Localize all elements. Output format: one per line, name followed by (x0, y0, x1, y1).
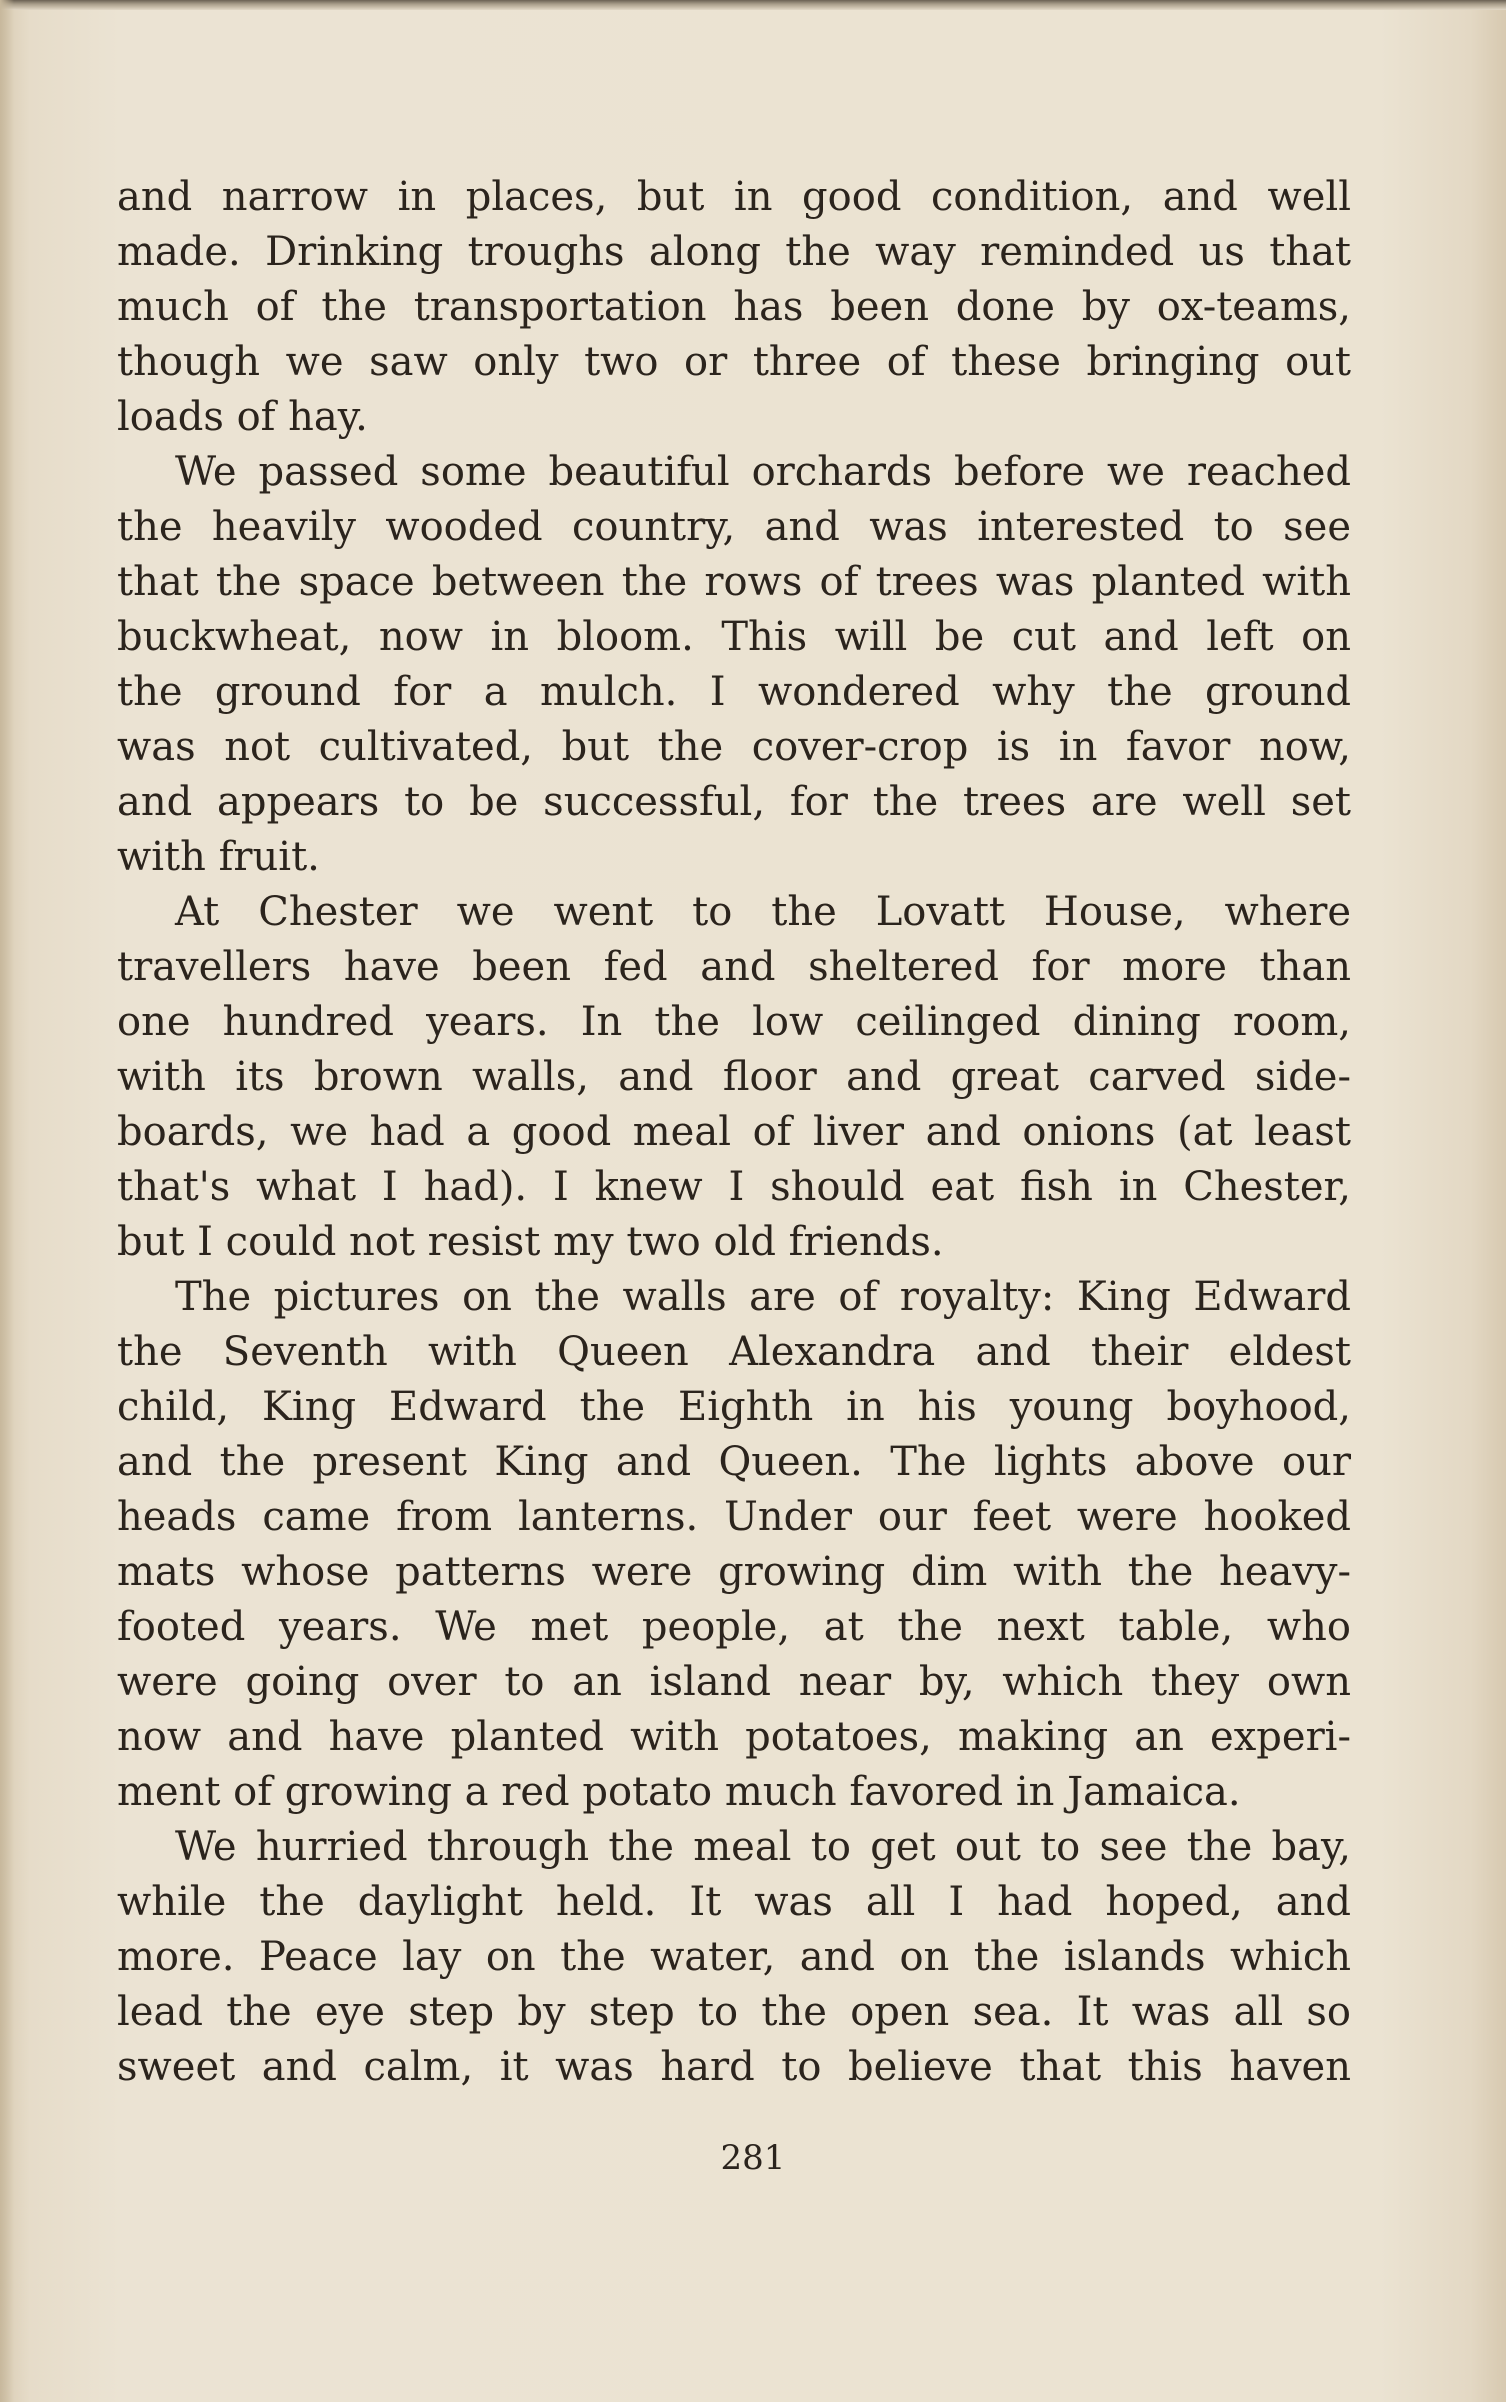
text-line: The pictures on the walls are of royalty: King Edward (175, 1274, 1351, 1320)
text-line: with fruit. (117, 834, 320, 880)
text-line: but I could not resist my two old friends. (117, 1219, 944, 1265)
text-line: travellers have been fed and sheltered for more than (117, 944, 1351, 990)
text-line: ment of growing a red potato much favored in Jamaica. (117, 1769, 1241, 1815)
text-line: and the present King and Queen. The lights above our (117, 1439, 1351, 1485)
text-line: the heavily wooded country, and was interested to see (117, 504, 1351, 550)
text-line: We passed some beautiful orchards before we reached (175, 449, 1351, 495)
text-line: We hurried through the meal to get out to see the bay, (175, 1824, 1351, 1870)
text-line: the ground for a mulch. I wondered why the ground (117, 669, 1351, 715)
page-gutter-shadow (0, 0, 14, 2402)
text-line: boards, we had a good meal of liver and onions (at least (117, 1109, 1351, 1155)
text-line: loads of hay. (117, 394, 368, 440)
text-line: heads came from lanterns. Under our feet were hooked (117, 1494, 1351, 1540)
body-text (117, 170, 1351, 2095)
text-line: lead the eye step by step to the open sea. It was all so (117, 1989, 1351, 2035)
text-line: one hundred years. In the low ceilinged dining room, (117, 999, 1351, 1045)
text-line: much of the transportation has been done by ox-teams, (117, 284, 1351, 330)
text-line: that the space between the rows of trees was planted with (117, 559, 1351, 605)
text-line: were going over to an island near by, which they own (117, 1659, 1351, 1705)
text-line: At Chester we went to the Lovatt House, where (175, 889, 1351, 935)
text-line: more. Peace lay on the water, and on the islands which (117, 1934, 1351, 1980)
text-line: mats whose patterns were growing dim with the heavy- (117, 1549, 1351, 1595)
text-line: child, King Edward the Eighth in his young boyhood, (117, 1384, 1351, 1430)
text-line: sweet and calm, it was hard to believe that this haven (117, 2044, 1351, 2090)
text-line: and narrow in places, but in good condition, and well (117, 174, 1351, 220)
text-line: with its brown walls, and floor and great carved side- (117, 1054, 1351, 1100)
text-line: that's what I had). I knew I should eat fish in Chester, (117, 1164, 1351, 1210)
text-line: was not cultivated, but the cover-crop is in favor now, (117, 724, 1351, 770)
text-line: while the daylight held. It was all I had hoped, and (117, 1879, 1351, 1925)
text-line: though we saw only two or three of these bringing out (117, 339, 1351, 385)
text-line: made. Drinking troughs along the way reminded us that (117, 229, 1351, 275)
page-number: 281 (720, 2138, 786, 2178)
text-line: and appears to be successful, for the trees are well set (117, 779, 1351, 825)
text-line: buckwheat, now in bloom. This will be cut and left on (117, 614, 1351, 660)
text-line: the Seventh with Queen Alexandra and their eldest (117, 1329, 1351, 1375)
text-line: footed years. We met people, at the next table, who (117, 1604, 1351, 1650)
text-line: now and have planted with potatoes, making an experi- (117, 1714, 1351, 1760)
page-top-edge (0, 0, 1506, 10)
